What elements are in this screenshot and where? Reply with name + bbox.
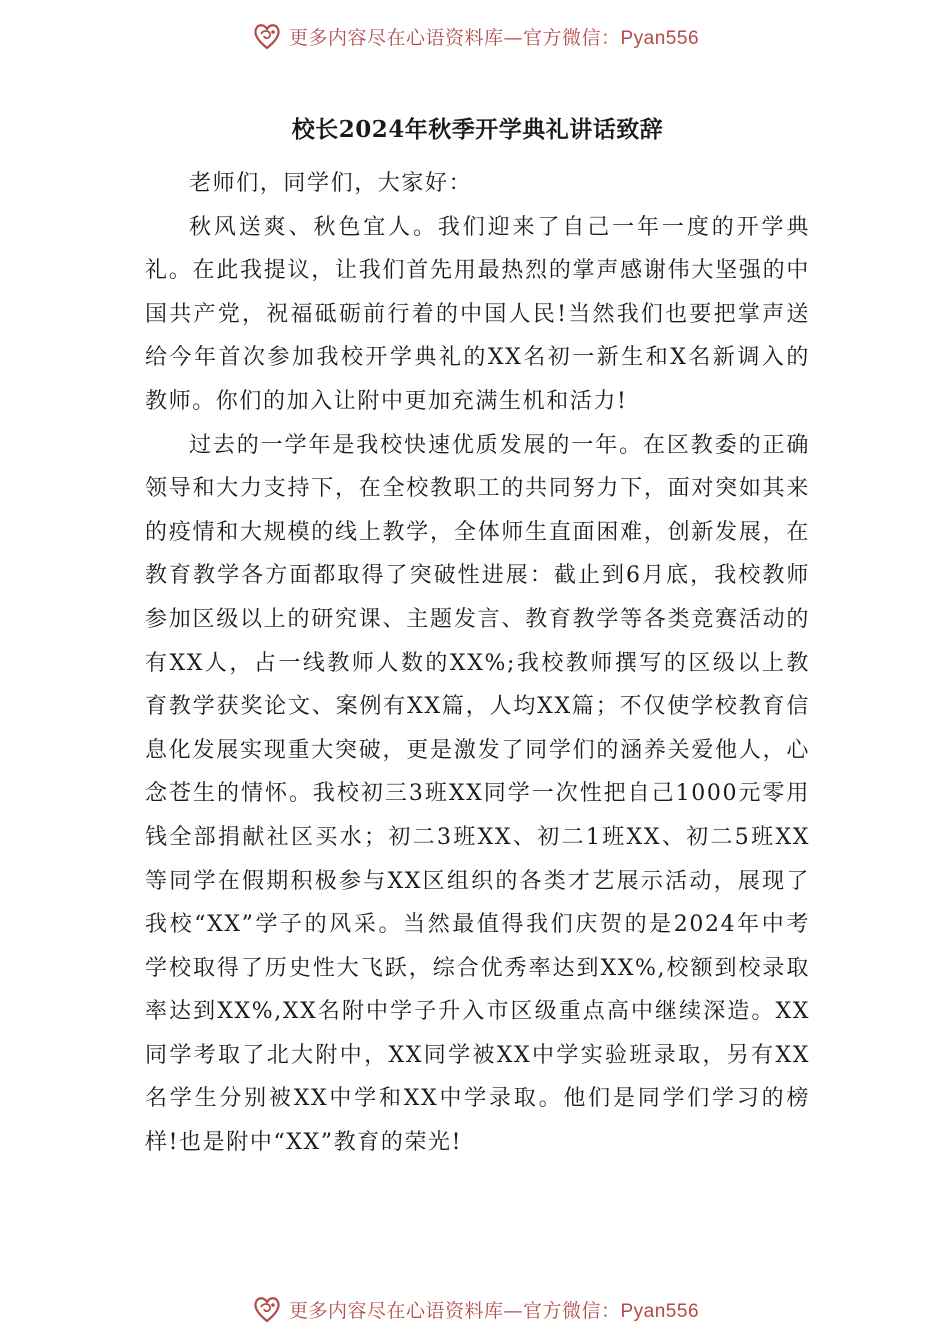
watermark-banner-top — [0, 14, 950, 58]
heart-swirl-icon — [251, 1293, 283, 1325]
watermark-banner-bottom — [0, 1287, 950, 1331]
heart-swirl-icon — [251, 20, 283, 52]
paragraph-2: 过去的一学年是我校快速优质发展的一年。在区教委的正确领导和大力支持下，在全校教职工的共同努力下，面对突如其来的疫情和大规模的线上教学，全体师生直面困难，创新发展，在教育教学各方面都取得了突破性进展：截止到6月底，我校教师参加区级以上的研究课、主题发言、教育教学等各类竞赛活动的有XX人，占一线教师人数的XX%;我校教师撰写的区级以上教育教学获奖论文、案例有XX篇，人均XX篇；不仅使学校教育信息化发展实现重大突破，更是激发了同学们的涵养关爱他人，心念苍生的情怀。我校初三3班XX同学一次性把自己1000元零用钱全部捐献社区买水；初二3班XX、初二1班XX、初二5班XX等同学在假期积极参与XX区组织的各类才艺展示活动，展现了我校“XX”学子的风采。当然最值得我们庆贺的是2024年中考学校取得了历史性大飞跃，综合优秀率达到XX%,校额到校录取率达到XX%,XX名附中学子升入市区级重点高中继续深造。XX同学考取了北大附中，XX同学被XX中学实验班录取，另有XX名学生分别被XX中学和XX中学录取。他们是同学们学习的榜样!也是附中“XX”教育的荣光! — [145, 432, 810, 1156]
greeting: 老师们，同学们，大家好： — [189, 171, 473, 196]
paragraph-1: 秋风送爽、秋色宜人。我们迎来了自己一年一度的开学典礼。在此我提议，让我们首先用最热烈的掌声感谢伟大坚强的中国共产党，祝福砥砺前行着的中国人民!当然我们也要把掌声送给今年首次参加我校开学典礼的XX名初一新生和X名新调入的教师。你们的加入让附中更加充满生机和活力! — [145, 214, 810, 414]
watermark-text: 更多内容尽在心语资料库—官方微信：Pyan556 — [288, 1299, 700, 1322]
document-body — [145, 110, 810, 1165]
watermark-text: 更多内容尽在心语资料库—官方微信：Pyan556 — [288, 26, 700, 49]
page-title: 校长2024年秋季开学典礼讲话致辞 — [291, 116, 664, 143]
